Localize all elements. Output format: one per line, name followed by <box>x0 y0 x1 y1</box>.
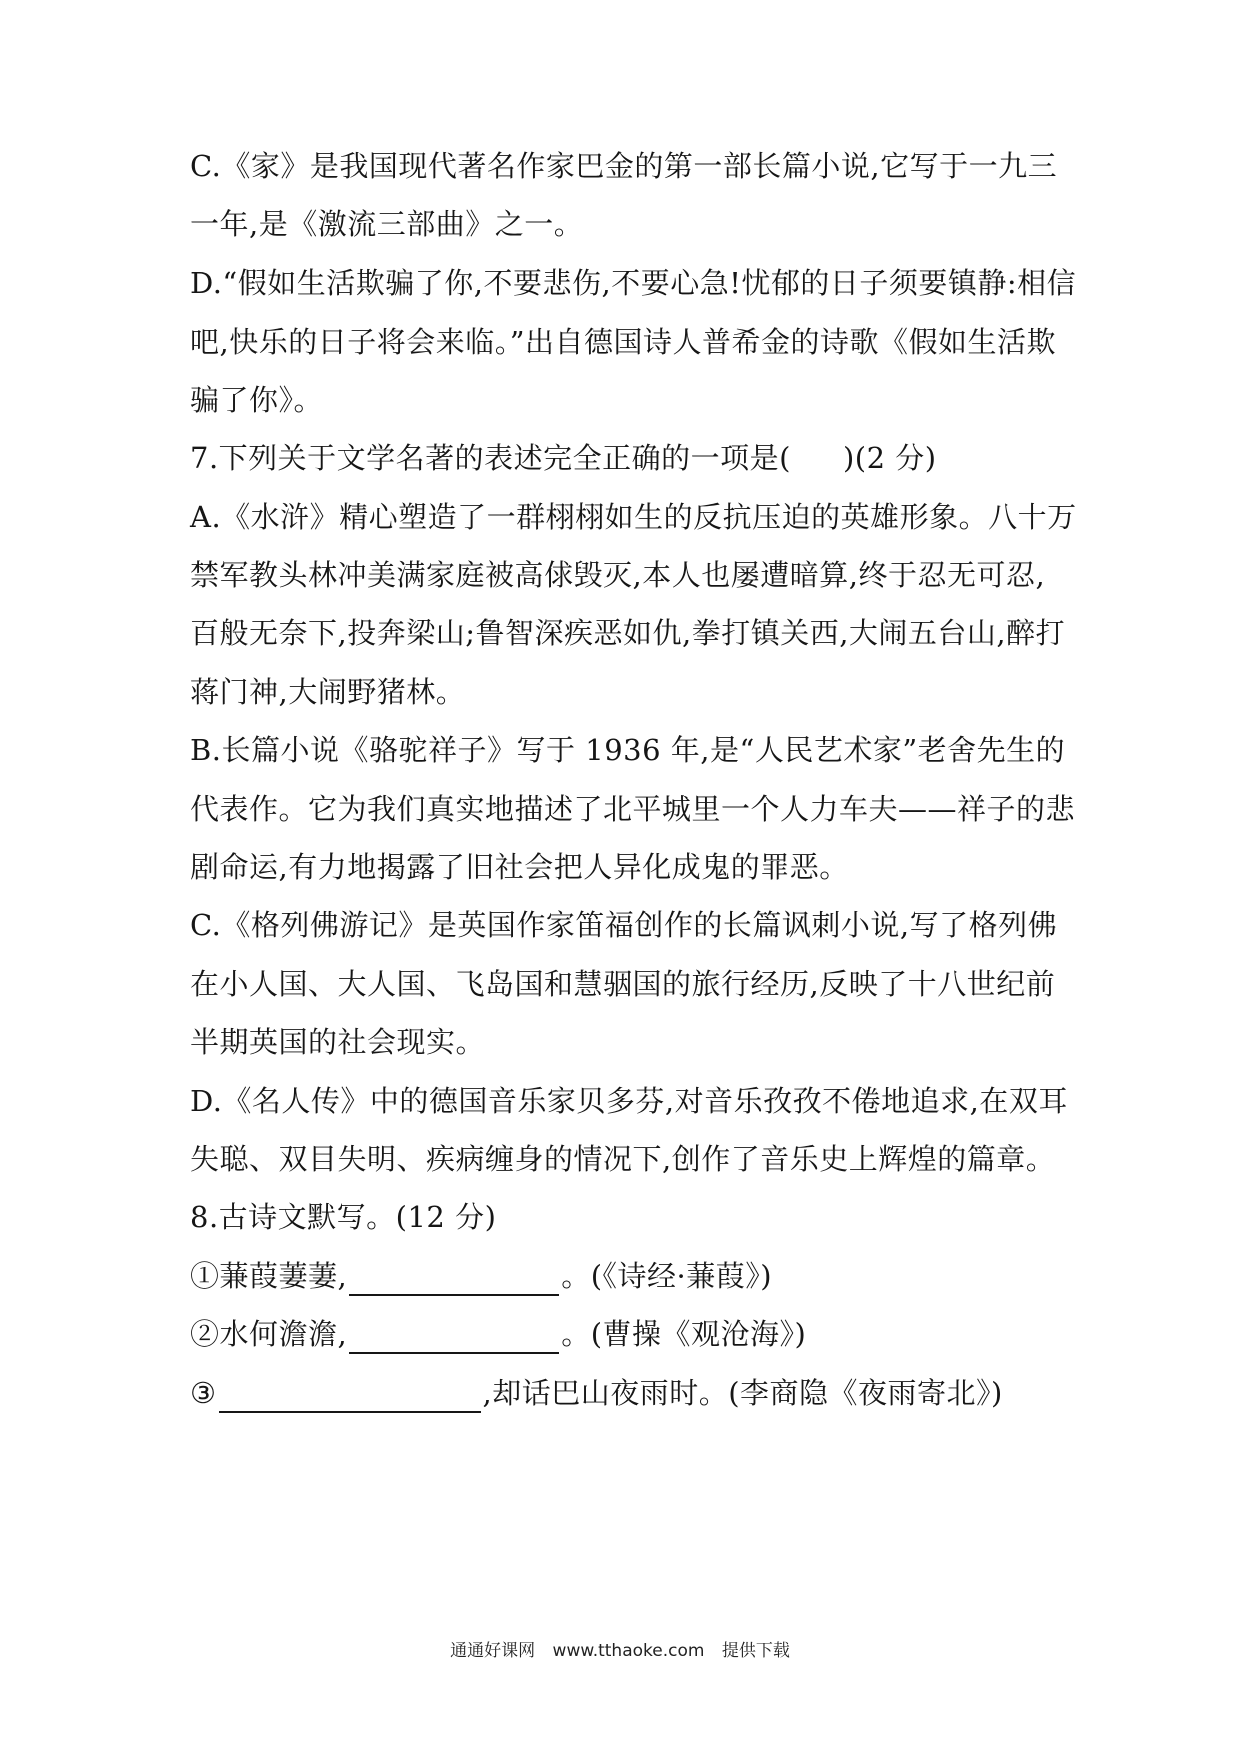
q7-option-c-line-3: 半期英国的社会现实。 <box>190 1025 486 1059</box>
q6-option-d-line-1: D.“假如生活欺骗了你,不要悲伤,不要心急!忧郁的日子须要镇静:相信 <box>190 266 1077 300</box>
q8-item-1-suffix: 。(《诗经·蒹葭》) <box>561 1259 773 1293</box>
q7-option-d-line-1: D.《名人传》中的德国音乐家贝多芬,对音乐孜孜不倦地追求,在双耳 <box>190 1084 1068 1118</box>
q7-option-a-line-1: A.《水浒》精心塑造了一群栩栩如生的反抗压迫的英雄形象。八十万 <box>190 500 1077 534</box>
q8-item-1-prefix: ①蒹葭萋萋, <box>190 1259 348 1293</box>
q8-stem: 8.古诗文默写。(12 分) <box>190 1200 497 1234</box>
q8-item-3-suffix: ,却话巴山夜雨时。(李商隐《夜雨寄北》) <box>482 1376 1003 1410</box>
q7-stem <box>190 438 1070 478</box>
q7-stem-text: 7.下列关于文学名著的表述完全正确的一项是( <box>190 441 791 475</box>
q7-option-b-line-3: 剧命运,有力地揭露了旧社会把人异化成鬼的罪恶。 <box>190 850 849 884</box>
q7-option-d-line-2: 失聪、双目失明、疾病缠身的情况下,创作了音乐史上辉煌的篇章。 <box>190 1142 1056 1176</box>
footer-url[interactable]: www.tthaoke.com <box>552 1641 705 1661</box>
q6-option-c-line-1: C.《家》是我国现代著名作家巴金的第一部长篇小说,它写于一九三 <box>190 149 1058 183</box>
q8-item-3-prefix: ③ <box>190 1376 217 1410</box>
q6-option-c-line-2: 一年,是《激流三部曲》之一。 <box>190 207 584 241</box>
q6-option-d-line-2: 吧,快乐的日子将会来临。”出自德国诗人普希金的诗歌《假如生活欺 <box>190 325 1057 359</box>
q6-option-d-line-3: 骗了你》。 <box>190 383 324 417</box>
q7-option-b-line-2: 代表作。它为我们真实地描述了北平城里一个人力车夫——祥子的悲 <box>190 792 1076 826</box>
q8-item-3-blank[interactable] <box>219 1381 481 1413</box>
q8-item-3 <box>190 1373 1070 1413</box>
page-footer <box>0 1636 1240 1661</box>
footer-site-name: 通通好课网 <box>450 1641 536 1661</box>
q8-item-1-blank[interactable] <box>349 1264 559 1296</box>
q7-option-a-line-4: 蒋门神,大闹野猪林。 <box>190 675 466 709</box>
q7-option-c-line-1: C.《格列佛游记》是英国作家笛福创作的长篇讽刺小说,写了格列佛 <box>190 908 1058 942</box>
q8-item-2-prefix: ②水何澹澹, <box>190 1317 348 1351</box>
q7-option-b-line-1: B.长篇小说《骆驼祥子》写于 1936 年,是“人民艺术家”老舍先生的 <box>190 733 1066 767</box>
q8-item-2 <box>190 1314 1070 1354</box>
footer-note: 提供下载 <box>721 1641 790 1661</box>
q7-stem-score: )(2 分) <box>842 441 937 475</box>
q7-option-c-line-2: 在小人国、大人国、飞岛国和慧骃国的旅行经历,反映了十八世纪前 <box>190 967 1056 1001</box>
q7-option-a-line-2: 禁军教头林冲美满家庭被高俅毁灭,本人也屡遭暗算,终于忍无可忍, <box>190 558 1046 592</box>
q7-option-a-line-3: 百般无奈下,投奔梁山;鲁智深疾恶如仇,拳打镇关西,大闹五台山,醉打 <box>190 616 1066 650</box>
q8-item-2-suffix: 。(曹操《观沧海》) <box>561 1317 807 1351</box>
q8-item-2-blank[interactable] <box>349 1322 559 1354</box>
q8-item-1 <box>190 1256 1070 1296</box>
